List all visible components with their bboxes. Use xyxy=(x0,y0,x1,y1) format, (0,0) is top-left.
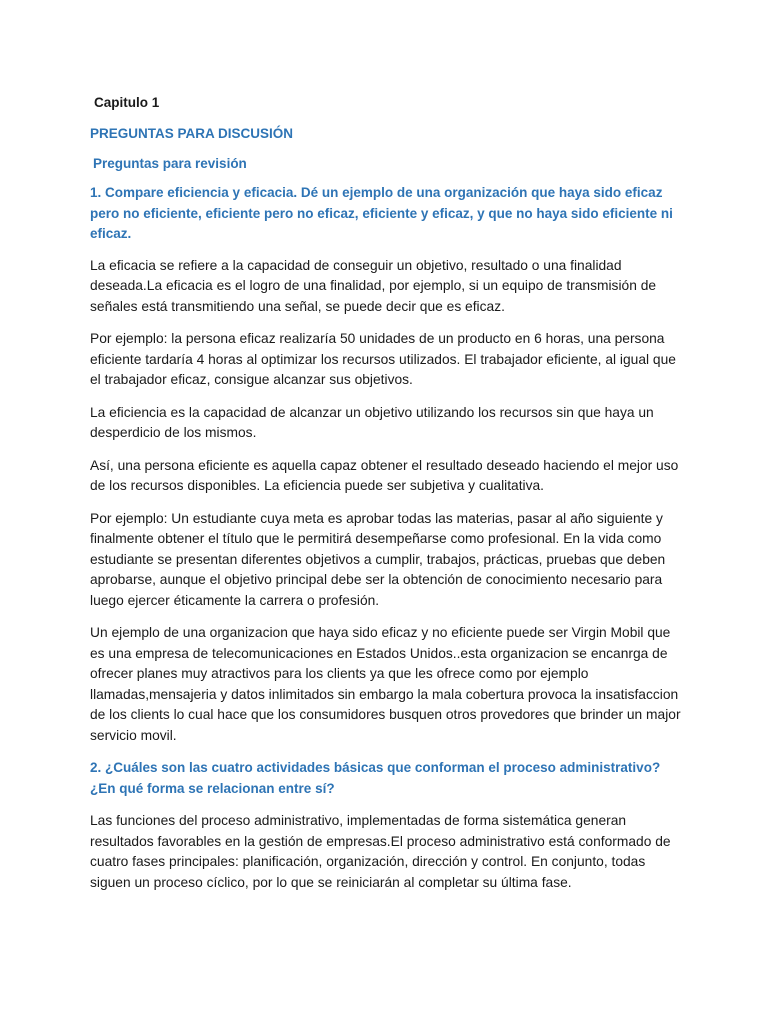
question-2: 2. ¿Cuáles son las cuatro actividades básicas que conforman el proceso administrativo? ¿En qué forma se relacionan entre sí? xyxy=(90,760,661,796)
chapter-title: Capitulo 1 xyxy=(94,95,160,110)
answer-1-paragraph: Por ejemplo: la persona eficaz realizaría 50 unidades de un producto en 6 horas, una persona eficiente tardaría 4 horas al optimizar los recursos utilizados. El trabajador eficiente, al igual que el trabajador eficaz, consigue alcanzar sus objetivos. xyxy=(90,331,676,387)
answer-1-paragraph: La eficacia se refiere a la capacidad de conseguir un objetivo, resultado o una finalidad deseada.La eficacia es el logro de una finalidad, por ejemplo, si un equipo de transmisión de señales está transmitiendo una señal, se puede decir que es eficaz. xyxy=(90,257,657,314)
answer-2-paragraph: Las funciones del proceso administrativo, implementadas de forma sistemática generan resultados favorables en la gestión de empresas.El proceso administrativo está conformado de cuatro fases principales: planificación, organización, dirección y control. En conjunto, todas siguen un proceso cíclico, por lo que se reiniciarán al completar su última fase. xyxy=(90,813,671,890)
section-heading: PREGUNTAS PARA DISCUSIÓN xyxy=(90,126,294,141)
answer-1-paragraph: Por ejemplo: Un estudiante cuya meta es aprobar todas las materias, pasar al año siguiente y finalmente obtener el título que le permitirá desempeñarse como profesional. En la vida como estudiante se presentan diferentes objetivos a cumplir, trabajos, prácticas, pruebas que deben aprobarse, aunque el objetivo principal debe ser la obtención de conocimiento necesario para luego ejercer éticamente la carrera o profesión. xyxy=(90,510,666,608)
question-1: 1. Compare eficiencia y eficacia. Dé un ejemplo de una organización que haya sido eficaz pero no eficiente, eficiente pero no eficaz, eficiente y eficaz, y que no haya sido eficiente ni eficaz. xyxy=(90,185,673,241)
answer-1-paragraph: La eficiencia es la capacidad de alcanzar un objetivo utilizando los recursos sin que haya un desperdicio de los mismos. xyxy=(90,404,654,440)
subsection-heading: Preguntas para revisión xyxy=(93,156,247,171)
answer-1-paragraph: Un ejemplo de una organizacion que haya sido eficaz y no eficiente puede ser Virgin Mobil que es una empresa de telecomunicaciones en Estados Unidos..esta organizacion se encanrga de ofrecer planes muy atractivos para los clients ya que les ofrece como por ejemplo llamadas,mensajeria y datos inlimitados sin embargo la mala cobertura provoca la insatisfaccion de los clients lo cual hace que los consumidores busquen otros provedores que brinder un major servicio movil. xyxy=(90,625,681,743)
answer-1-paragraph: Así, una persona eficiente es aquella capaz obtener el resultado deseado haciendo el mejor uso de los recursos disponibles. La eficiencia puede ser subjetiva y cualitativa. xyxy=(90,457,679,493)
